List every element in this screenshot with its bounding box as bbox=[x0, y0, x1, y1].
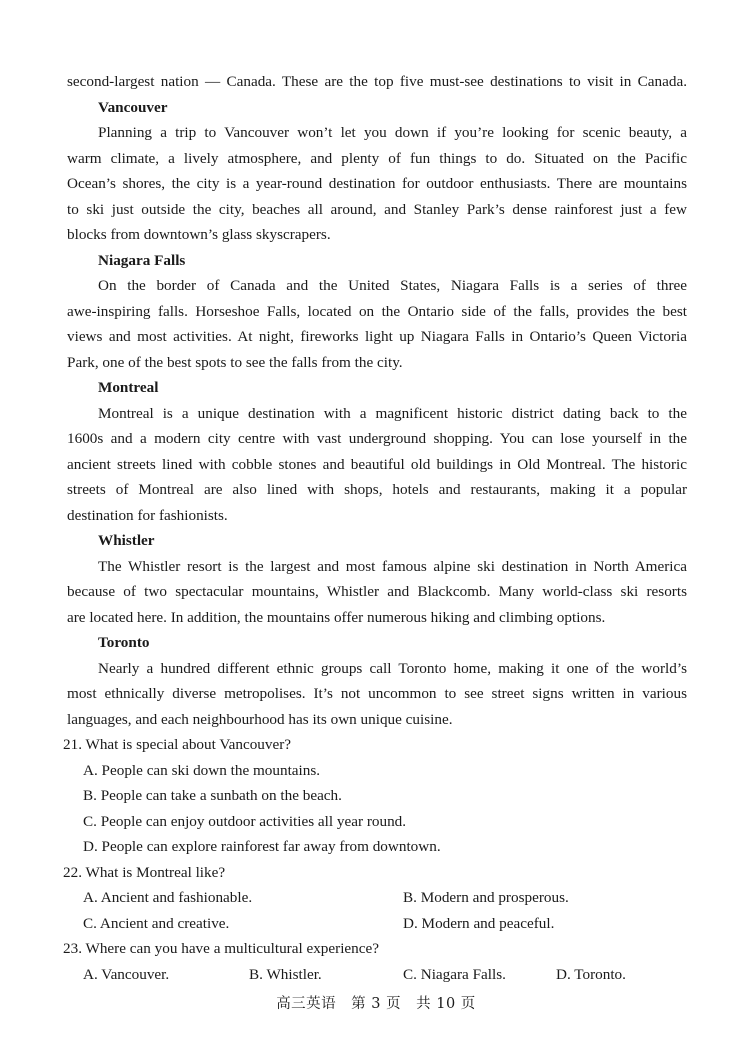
paragraph-line: languages, and each neighbourhood has its own unique cuisine. bbox=[67, 710, 453, 728]
paragraph-line: most ethnically diverse metropolises. It’s not uncommon to see street signs written in various bbox=[67, 685, 687, 702]
exam-page-body bbox=[63, 69, 687, 987]
paragraph-line: streets of Montreal are also lined with shops, hotels and restaurants, making it a popular bbox=[67, 481, 687, 498]
question-22-option-d[interactable]: D. Modern and peaceful. bbox=[403, 914, 555, 932]
paragraph-line: blocks from downtown’s glass skyscrapers. bbox=[67, 226, 331, 243]
section-heading-toronto: Toronto bbox=[98, 634, 150, 651]
paragraph-line: destination for fashionists. bbox=[67, 506, 228, 524]
question-23-option-c[interactable]: C. Niagara Falls. bbox=[403, 965, 506, 983]
section-heading-niagara-falls: Niagara Falls bbox=[98, 251, 186, 269]
paragraph-line: awe-inspiring falls. Horseshoe Falls, located on the Ontario side of the falls, provides the best bbox=[67, 302, 687, 320]
paragraph-line: Planning a trip to Vancouver won’t let you down if you’re looking for scenic beauty, a bbox=[98, 124, 687, 141]
question-21-option-c[interactable]: C. People can enjoy outdoor activities all year round. bbox=[83, 812, 407, 830]
question-23-options-row bbox=[67, 962, 687, 988]
question-23-option-a[interactable]: A. Vancouver. bbox=[83, 965, 170, 983]
paragraph-line: are located here. In addition, the mountains offer numerous hiking and climbing options. bbox=[67, 608, 606, 626]
question-23-stem: 23. Where can you have a multicultural experience? bbox=[63, 940, 379, 957]
paragraph-line: Park, one of the best spots to see the falls from the city. bbox=[67, 353, 403, 371]
paragraph-line: Ocean’s shores, the city is a year-round destination for outdoor enthusiasts. There are mountains bbox=[67, 175, 687, 192]
question-23-option-d[interactable]: D. Toronto. bbox=[556, 965, 626, 983]
question-21-option-a[interactable]: A. People can ski down the mountains. bbox=[83, 761, 321, 779]
question-22-options-row-2 bbox=[67, 911, 687, 937]
paragraph-line: 1600s and a modern city centre with vast underground shopping. You can lose yourself in the bbox=[67, 430, 687, 447]
paragraph-line: views and most activities. At night, fireworks light up Niagara Falls in Ontario’s Queen Victoria bbox=[67, 328, 687, 345]
question-22-option-a[interactable]: A. Ancient and fashionable. bbox=[83, 889, 253, 906]
question-22-option-c[interactable]: C. Ancient and creative. bbox=[83, 914, 230, 932]
question-23-option-b[interactable]: B. Whistler. bbox=[249, 965, 322, 983]
paragraph-line: because of two spectacular mountains, Whistler and Blackcomb. Many world-class ski resorts bbox=[67, 583, 687, 600]
paragraph-line: ancient streets lined with cobble stones and beautiful old buildings in Old Montreal. The historic bbox=[67, 455, 687, 473]
section-heading-whistler: Whistler bbox=[98, 532, 155, 549]
question-21-option-b[interactable]: B. People can take a sunbath on the beach. bbox=[83, 787, 342, 804]
question-22-options-row-1 bbox=[67, 885, 687, 911]
question-22-stem: 22. What is Montreal like? bbox=[63, 863, 226, 881]
section-heading-vancouver: Vancouver bbox=[98, 98, 168, 116]
question-22-option-b[interactable]: B. Modern and prosperous. bbox=[403, 889, 569, 906]
question-21-option-d[interactable]: D. People can explore rainforest far away from downtown. bbox=[83, 838, 441, 855]
paragraph-line: Montreal is a unique destination with a magnificent historic district dating back to the bbox=[98, 404, 687, 422]
paragraph-line: Nearly a hundred different ethnic groups call Toronto home, making it one of the world’s bbox=[98, 659, 687, 677]
paragraph-line: The Whistler resort is the largest and most famous alpine ski destination in North America bbox=[98, 557, 687, 575]
section-heading-montreal: Montreal bbox=[98, 379, 159, 396]
page-footer: 高三英语 第 3 页 共 10 页 bbox=[276, 996, 476, 1012]
intro-line: second-largest nation — Canada. These are the top five must-see destinations to visit in Canada. bbox=[67, 73, 687, 90]
paragraph-line: warm climate, a lively atmosphere, and plenty of fun things to do. Situated on the Pacific bbox=[67, 149, 687, 167]
question-21-stem: 21. What is special about Vancouver? bbox=[63, 736, 292, 753]
paragraph-line: to ski just outside the city, beaches all around, and Stanley Park’s dense rainforest just a few bbox=[67, 200, 687, 218]
paragraph-line: On the border of Canada and the United States, Niagara Falls is a series of three bbox=[98, 277, 687, 294]
